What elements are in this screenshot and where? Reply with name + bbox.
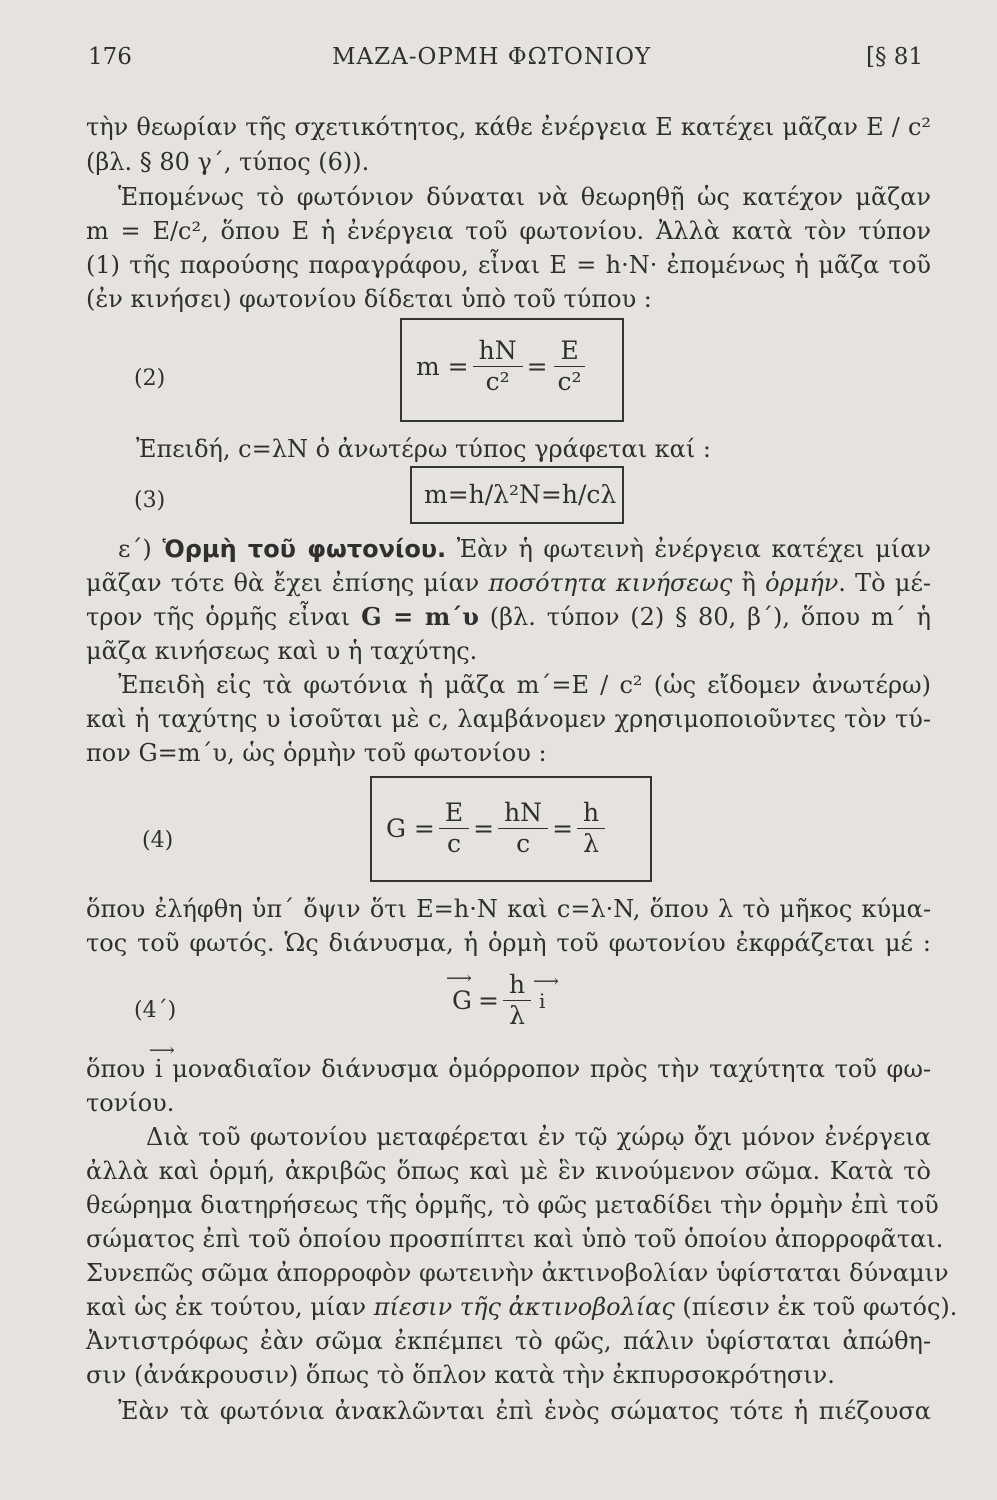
body-line: μᾶζα κινήσεως καὶ υ ἡ ταχύτης.: [86, 637, 478, 665]
eq4-equals-1: =: [473, 814, 495, 843]
eq4p-equals: =: [477, 986, 499, 1015]
body-line: θεώρημα διατηρήσεως τῆς ὁρμῆς, τὸ φῶς μεταδίδει τὴν ὁρμὴν ἐπὶ τοῦ: [86, 1191, 939, 1219]
body-line: (ἐν κινήσει) φωτονίου δίδεται ὑπὸ τοῦ τύπου :: [86, 285, 652, 313]
eq4-fraction-2: [498, 798, 548, 859]
eq2-fraction-2: [552, 336, 588, 397]
eq4p-numerator: h: [503, 970, 531, 1001]
body-line: σιν (ἀνάκρουσιν) ὅπως τὸ ὅπλον κατὰ τὴν ἐκπυρσοκρότησιν.: [86, 1361, 835, 1389]
eq2-numerator-2: E: [554, 336, 584, 367]
body-line: [118, 532, 931, 566]
text-run: τρον τῆς ὁρμῆς εἶναι: [86, 603, 362, 631]
body-line: Συνεπῶς σῶμα ἀπορροφὸν φωτεινὴν ἀκτινοβολίαν ὑφίσταται δύναμιν: [86, 1259, 949, 1287]
section-number: [§ 81: [866, 44, 924, 70]
text-run: (βλ. τύπον (2) § 80, β΄), ὅπου m΄ ἡ: [478, 603, 931, 631]
eq4-lhs: G =: [386, 814, 435, 843]
body-line: πον G=m΄υ, ὡς ὁρμὴν τοῦ φωτονίου :: [86, 739, 547, 767]
eq2-numerator-1: hN: [473, 336, 523, 367]
equation-label-4: (4): [142, 828, 174, 853]
item-marker: ε΄): [118, 535, 163, 563]
body-line: καὶ ἡ ταχύτης υ ἰσοῦται μὲ c, λαμβάνομεν χρησιμοποιοῦντες τὸν τύ-: [86, 705, 931, 733]
body-line: [86, 566, 931, 600]
eq4p-denominator: λ: [509, 1001, 525, 1030]
body-line: Ἀντιστρόφως ἐὰν σῶμα ἐκπέμπει τὸ φῶς, πάλιν ὑφίσταται ἀπώθη-: [86, 1327, 931, 1355]
eq2-denominator-1: c²: [485, 367, 510, 396]
equation-label-3: (3): [134, 488, 166, 513]
body-line: τὴν θεωρίαν τῆς σχετικότητος, κάθε ἐνέργεια Ε κατέχει μᾶζαν Ε / c²: [86, 113, 931, 141]
subsection-heading: Ὁρμὴ τοῦ φωτονίου.: [162, 535, 447, 563]
text-run: . Τὸ μέ-: [838, 569, 932, 597]
eq2-denominator-2: c²: [557, 367, 582, 396]
eq4-denominator-1: c: [446, 829, 461, 858]
eq4-numerator-2: hN: [498, 798, 548, 829]
body-line: Ἐπειδή, c=λN ὁ ἀνωτέρω τύπος γράφεται καί :: [136, 435, 711, 463]
eq4p-fraction: [503, 970, 531, 1031]
eq4-numerator-1: E: [439, 798, 469, 829]
body-line: ἀλλὰ καὶ ὁρμή, ἀκριβῶς ὅπως καὶ μὲ ἓν κινούμενον σῶμα. Κατὰ τὸ: [86, 1157, 931, 1185]
equation-4-prime: [452, 970, 545, 1031]
eq2-equals: =: [526, 352, 548, 381]
text-run: ὅπου: [86, 1055, 155, 1083]
body-line: ὅπου ἐλήφθη ὑπ΄ ὄψιν ὅτι E=h·N καὶ c=λ·N, ὅπου λ τὸ μῆκος κύμα-: [86, 895, 931, 923]
vector-g: ⟶ G: [452, 986, 472, 1015]
body-line: τος τοῦ φωτός. Ὡς διάνυσμα, ἡ ὁρμὴ τοῦ φωτονίου ἐκφράζεται μέ :: [86, 929, 931, 957]
eq2-lhs: m =: [416, 352, 469, 381]
body-line: [86, 1290, 958, 1324]
eq4-equals-2: =: [552, 814, 574, 843]
text-run: μᾶζαν τότε θὰ ἔχει ἐπίσης μίαν: [86, 569, 489, 597]
emphasis: ὁρμήν: [765, 569, 839, 597]
body-line: [86, 600, 931, 634]
eq2-fraction-1: [473, 336, 523, 397]
body-line: Ἐπειδὴ εἰς τὰ φωτόνια ἡ μᾶζα m΄=E / c² (ὡς εἴδομεν ἀνωτέρω): [118, 671, 931, 699]
equation-3: m=h/λ²N=h/cλ: [424, 480, 617, 509]
equation-label-4-prime: (4΄): [134, 998, 177, 1023]
body-line: σώματος ἐπὶ τοῦ ὁποίου προσπίπτει καὶ ὑπὸ τοῦ ὁποίου ἀπορροφᾶται.: [86, 1225, 944, 1253]
equation-2: [416, 336, 592, 397]
text-run: Ἐὰν ἡ φωτεινὴ ἐνέργεια κατέχει μίαν: [446, 535, 931, 563]
eq4-fraction-3: [577, 798, 605, 859]
body-line: (βλ. § 80 γ΄, τύπος (6)).: [86, 148, 370, 176]
body-line: (1) τῆς παρούσης παραγράφου, εἶναι Ε = h·N· ἐπομένως ἡ μᾶζα τοῦ: [86, 251, 931, 279]
eq4-denominator-2: c: [516, 829, 531, 858]
body-line: m = E/c², ὅπου Ε ἡ ἐνέργεια τοῦ φωτονίου. Ἀλλὰ κατὰ τὸν τύπον: [86, 217, 931, 245]
eq4-numerator-3: h: [577, 798, 605, 829]
emphasis: ποσότητα κινήσεως: [488, 569, 733, 597]
body-line: [86, 1052, 931, 1086]
page-number: 176: [88, 44, 132, 70]
text-run: (πίεσιν ἐκ τοῦ φωτός).: [674, 1293, 958, 1321]
vector-i: ⟶ i: [539, 989, 545, 1013]
eq4-denominator-3: λ: [583, 829, 599, 858]
equation-label-2: (2): [134, 366, 166, 391]
body-line: Ἑπομένως τὸ φωτόνιον δύναται νὰ θεωρηθῇ ὡς κατέχον μᾶζαν: [118, 183, 931, 211]
emphasis: πίεσιν τῆς ἀκτινοβολίας: [373, 1293, 675, 1321]
formula-bold: G = m΄υ: [361, 602, 479, 631]
running-title: ΜΑΖΑ-ΟΡΜΗ ΦΩΤΟΝΙΟΥ: [332, 44, 652, 70]
body-line: τονίου.: [86, 1089, 175, 1117]
unit-vector-i: ⟶ i: [155, 1052, 163, 1086]
eq4-fraction-1: [439, 798, 469, 859]
body-line: Διὰ τοῦ φωτονίου μεταφέρεται ἐν τῷ χώρῳ ὄχι μόνον ἐνέργεια: [146, 1123, 931, 1151]
text-run: ἢ: [732, 569, 766, 597]
body-line: Ἐὰν τὰ φωτόνια ἀνακλῶνται ἐπὶ ἑνὸς σώματος τότε ἡ πιέζουσα: [118, 1397, 931, 1425]
equation-4: [386, 798, 609, 859]
text-run: μοναδιαῖον διάνυσμα ὁμόρροπον πρὸς τὴν ταχύτητα τοῦ φω-: [162, 1055, 932, 1083]
text-run: καὶ ὡς ἐκ τούτου, μίαν: [86, 1293, 374, 1321]
